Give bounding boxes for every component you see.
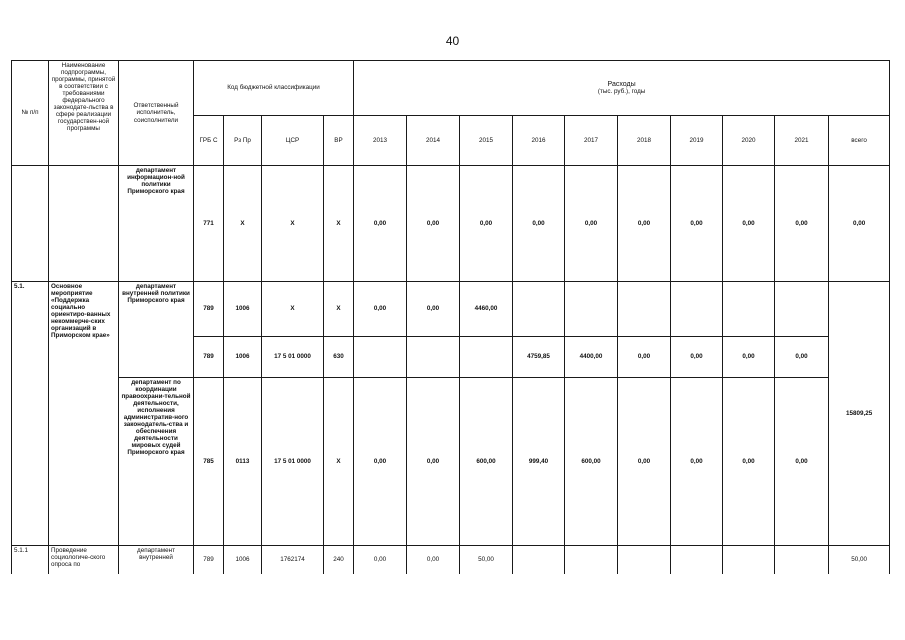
- cell-empty: [671, 282, 723, 337]
- row-num: 5.1.: [12, 282, 49, 546]
- cell-rzpr: 1006: [224, 546, 262, 574]
- cell-value: 0,00: [723, 378, 775, 546]
- cell-value: 0,00: [775, 378, 829, 546]
- header-budget-code: Код бюджетной классификации: [194, 61, 354, 116]
- cell-vr: 630: [324, 337, 354, 378]
- cell-empty: [513, 282, 565, 337]
- cell-csr: 17 5 01 0000: [262, 337, 324, 378]
- row-responsible: департамент по координации правоохрани-тельной деятельности, исполнения административ-ного законодатель-ства и обеспечения деятельности мировых судей Приморского края: [119, 378, 194, 546]
- header-year: 2017: [565, 116, 618, 166]
- cell-csr: X: [262, 282, 324, 337]
- cell-empty: [460, 337, 513, 378]
- cell-value: 600,00: [460, 378, 513, 546]
- header-expenses-title: Расходы: [607, 80, 636, 88]
- cell-value: 4460,00: [460, 282, 513, 337]
- cell-value: 0,00: [565, 166, 618, 282]
- cell-value: 0,00: [354, 282, 407, 337]
- cell-total: 50,00: [829, 546, 890, 574]
- cell-grbs: 789: [194, 546, 224, 574]
- row-num: [12, 166, 49, 282]
- cell-csr: 17 5 01 0000: [262, 378, 324, 546]
- cell-value: 4400,00: [565, 337, 618, 378]
- header-name: Наименование подпрограммы, программы, принятой в соответствии с требованиями федерального законодате-льства в сфере реализации государствен-ной программы: [49, 61, 119, 166]
- header-grbs: ГРБ С: [194, 116, 224, 166]
- cell-total: 15809,25: [829, 282, 890, 546]
- header-row-1: [12, 61, 890, 116]
- cell-rzpr: 0113: [224, 378, 262, 546]
- header-year: 2019: [671, 116, 723, 166]
- cell-value: 0,00: [671, 166, 723, 282]
- table-row: [12, 546, 890, 574]
- cell-value: 0,00: [723, 166, 775, 282]
- cell-value: 600,00: [565, 378, 618, 546]
- cell-grbs: 785: [194, 378, 224, 546]
- cell-value: 0,00: [513, 166, 565, 282]
- cell-value: 0,00: [407, 378, 460, 546]
- header-num: № п/п: [12, 61, 49, 166]
- cell-empty: [618, 546, 671, 574]
- cell-value: 4759,85: [513, 337, 565, 378]
- row-responsible: департамент внутренней политики Приморского края: [119, 282, 194, 378]
- header-csr: ЦСР: [262, 116, 324, 166]
- header-responsible: Ответственный исполнитель, соисполнители: [119, 61, 194, 166]
- table-row: [12, 378, 890, 546]
- cell-empty: [565, 546, 618, 574]
- cell-value: 0,00: [407, 282, 460, 337]
- row-responsible: департамент информацион-ной политики Приморского края: [119, 166, 194, 282]
- cell-csr: X: [262, 166, 324, 282]
- cell-grbs: 789: [194, 282, 224, 337]
- cell-value: 0,00: [460, 166, 513, 282]
- cell-total: 0,00: [829, 166, 890, 282]
- header-year: 2020: [723, 116, 775, 166]
- cell-csr: 1762174: [262, 546, 324, 574]
- cell-value: 0,00: [407, 166, 460, 282]
- cell-value: 999,40: [513, 378, 565, 546]
- header-year: 2014: [407, 116, 460, 166]
- cell-empty: [565, 282, 618, 337]
- cell-empty: [354, 337, 407, 378]
- budget-table: [11, 60, 890, 574]
- cell-rzpr: 1006: [224, 337, 262, 378]
- cell-empty: [775, 282, 829, 337]
- header-rzpr: Рз Пр: [224, 116, 262, 166]
- table-row: [12, 282, 890, 337]
- cell-vr: X: [324, 166, 354, 282]
- row-name: Основное мероприятие «Поддержка социально ориентиро-ванных некоммерче-ских организаций в Приморском крае»: [49, 282, 119, 546]
- cell-value: 0,00: [671, 378, 723, 546]
- header-year: 2015: [460, 116, 513, 166]
- cell-vr: X: [324, 378, 354, 546]
- cell-value: 0,00: [618, 378, 671, 546]
- header-year: 2018: [618, 116, 671, 166]
- cell-empty: [618, 282, 671, 337]
- cell-value: 0,00: [354, 378, 407, 546]
- cell-value: 0,00: [671, 337, 723, 378]
- row-name: Проведение социологиче-ского опроса по: [49, 546, 119, 574]
- cell-value: 0,00: [407, 546, 460, 574]
- cell-value: 0,00: [618, 337, 671, 378]
- cell-empty: [407, 337, 460, 378]
- row-responsible: департамент внутренней: [119, 546, 194, 574]
- cell-vr: 240: [324, 546, 354, 574]
- cell-value: 50,00: [460, 546, 513, 574]
- cell-value: 0,00: [618, 166, 671, 282]
- cell-rzpr: X: [224, 166, 262, 282]
- header-year: 2021: [775, 116, 829, 166]
- header-expenses: [354, 61, 890, 116]
- header-total: всего: [829, 116, 890, 166]
- cell-value: 0,00: [354, 546, 407, 574]
- cell-empty: [775, 546, 829, 574]
- header-year: 2013: [354, 116, 407, 166]
- cell-value: 0,00: [775, 166, 829, 282]
- cell-value: 0,00: [723, 337, 775, 378]
- table-row: [12, 166, 890, 282]
- cell-empty: [513, 546, 565, 574]
- header-vr: ВР: [324, 116, 354, 166]
- cell-empty: [671, 546, 723, 574]
- header-expenses-unit: (тыс. руб.), годы: [597, 88, 646, 96]
- row-name: [49, 166, 119, 282]
- header-year: 2016: [513, 116, 565, 166]
- cell-value: 0,00: [775, 337, 829, 378]
- cell-empty: [723, 546, 775, 574]
- cell-value: 0,00: [354, 166, 407, 282]
- page-number: 40: [445, 34, 460, 48]
- cell-vr: X: [324, 282, 354, 337]
- cell-rzpr: 1006: [224, 282, 262, 337]
- cell-grbs: 771: [194, 166, 224, 282]
- cell-grbs: 789: [194, 337, 224, 378]
- row-num: 5.1.1: [12, 546, 49, 574]
- cell-empty: [723, 282, 775, 337]
